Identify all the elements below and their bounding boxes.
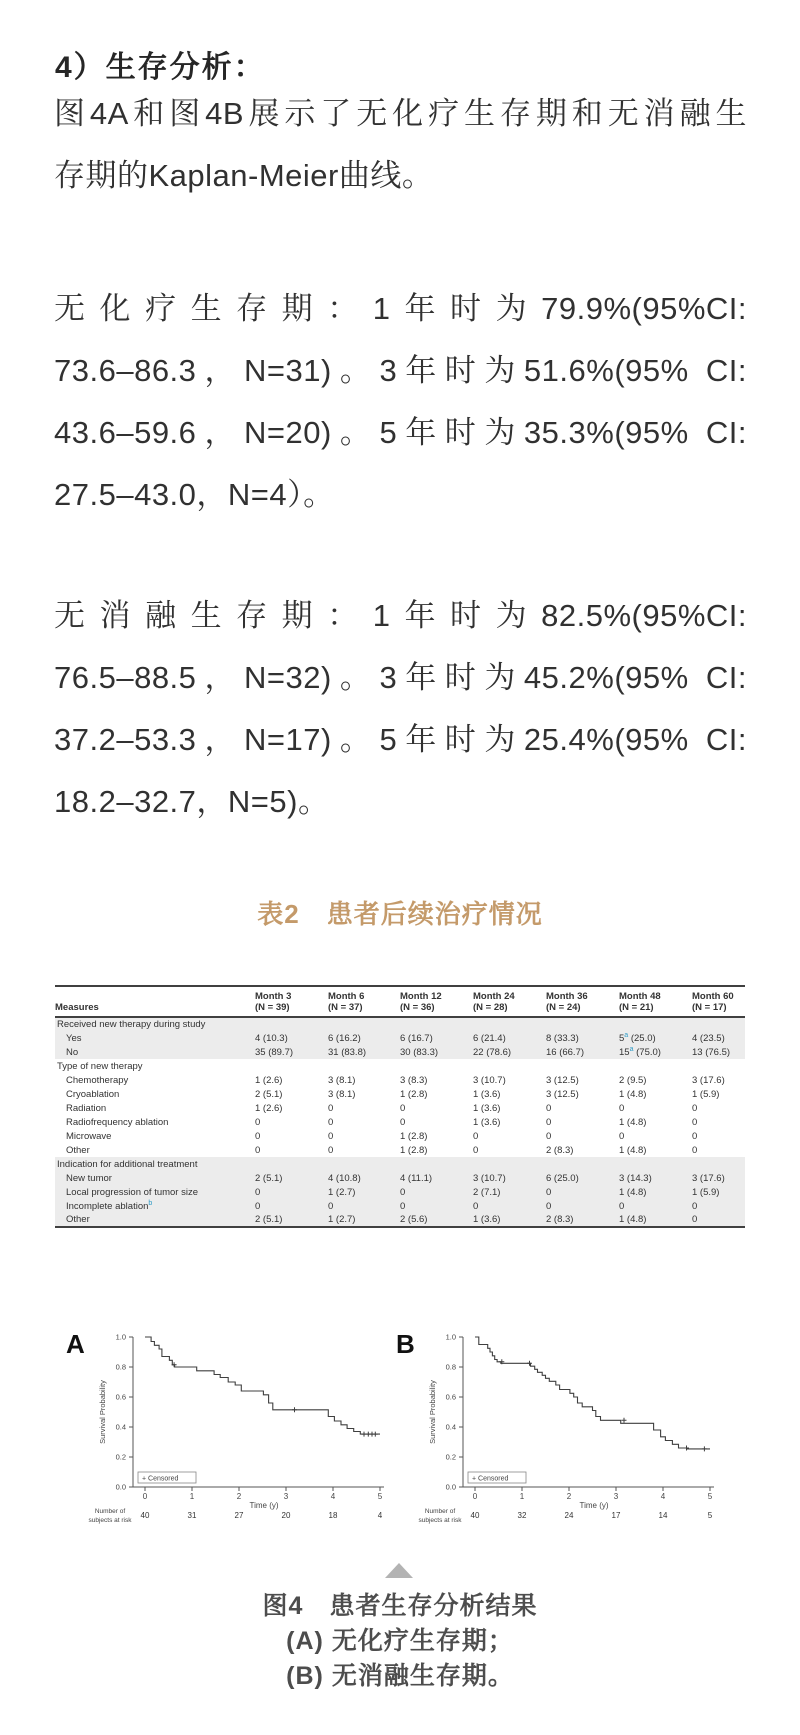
risk-count: 4	[377, 1511, 383, 1520]
text-line: 27.5–43.0，N=4）。	[54, 477, 335, 512]
risk-count: 20	[281, 1511, 291, 1520]
risk-count: 40	[140, 1511, 150, 1520]
censor-marks	[499, 1359, 707, 1451]
risk-count: 27	[234, 1511, 244, 1520]
y-tick-label: 0.0	[445, 1482, 456, 1492]
y-tick-label: 0.4	[115, 1422, 126, 1432]
column-header: Month 6 (N = 37)	[328, 986, 400, 1017]
text-line: 37.2–53.3，N=17)。5年时为25.4%(95% CI:	[54, 722, 747, 757]
table-row: Cryoablation 2 (5.1) 3 (8.1) 1 (2.8) 1 (3.6) 3 (12.5) 1 (4.8) 1 (5.9)	[66, 1088, 720, 1100]
km-curve	[145, 1337, 380, 1434]
risk-table-label: Number of	[94, 1508, 126, 1515]
km-figure	[0, 1316, 800, 1541]
km-plot-b	[377, 1316, 725, 1531]
y-tick-label: 0.8	[115, 1362, 126, 1372]
table-row: Local progression of tumor size 0 1 (2.7) 0 2 (7.1) 0 1 (4.8) 1 (5.9)	[55, 1185, 745, 1199]
risk-count: 14	[658, 1511, 668, 1520]
column-header: Month 3 (N = 39)	[255, 986, 328, 1017]
x-tick-label: 3	[283, 1492, 289, 1501]
table-body	[55, 1017, 745, 1227]
figure-caption-title: 图4 患者生存分析结果	[262, 1592, 538, 1620]
table-row: Radiation 1 (2.6) 0 0 1 (3.6) 0 0 0	[66, 1102, 698, 1114]
risk-table-label: subjects at risk	[88, 1517, 132, 1524]
table-row: No 35 (89.7) 31 (83.8) 30 (83.3) 22 (78.6) 16 (66.7) 15$^a$ (75.0) 13 (76.5)	[55, 1045, 745, 1059]
paragraph-chemotherapy-free-survival	[54, 278, 747, 526]
column-header: Month 12 (N = 36)	[400, 986, 473, 1017]
table-section-row: Received new therapy during study	[55, 1017, 745, 1031]
axes	[133, 1337, 384, 1487]
risk-table-label: subjects at risk	[418, 1517, 462, 1524]
risk-count: 17	[611, 1511, 621, 1520]
y-tick-label: 0.8	[445, 1362, 456, 1372]
y-tick-label: 1.0	[115, 1332, 126, 1342]
risk-count: 40	[470, 1511, 480, 1520]
x-axis-label: Time (y)	[249, 1501, 279, 1510]
km-curve	[475, 1337, 710, 1449]
panel-label: A	[66, 1329, 85, 1359]
text-line: 无化疗生存期：1年时为79.9%(95%CI:	[54, 291, 747, 326]
table-row: Yes 4 (10.3) 6 (16.2) 6 (16.7) 6 (21.4) 8 (33.3) 5$^a$ (25.0) 4 (23.5)	[55, 1031, 745, 1045]
risk-count: 18	[328, 1511, 338, 1520]
km-plot-a	[50, 1316, 395, 1531]
figure-caption-b: (B) 无消融生存期。	[286, 1662, 514, 1690]
table-head-row	[55, 986, 745, 1017]
x-tick-label: 5	[377, 1492, 383, 1501]
text-line: 43.6–59.6，N=20)。5年时为35.3%(95% CI:	[54, 415, 747, 450]
y-tick-label: 0.2	[445, 1452, 456, 1462]
column-header: Month 48 (N = 21)	[619, 986, 692, 1017]
risk-count: 5	[707, 1511, 713, 1520]
panel-label: B	[396, 1329, 415, 1359]
text-line: 存期的Kaplan-Meier曲线。	[54, 158, 434, 193]
column-header-measures: Measures	[55, 986, 255, 1017]
triangle-up-icon	[385, 1563, 413, 1578]
axes	[463, 1337, 714, 1487]
table-section-row: Indication for additional treatment	[55, 1157, 745, 1171]
table-row: Other 2 (5.1) 1 (2.7) 2 (5.6) 1 (3.6) 2 (8.3) 1 (4.8) 0	[55, 1213, 745, 1227]
x-tick-label: 3	[613, 1492, 619, 1501]
y-axis-label: Survival Probability	[428, 1380, 437, 1444]
followup-treatment-table	[55, 985, 745, 1228]
y-tick-label: 1.0	[445, 1332, 456, 1342]
x-axis-label: Time (y)	[579, 1501, 609, 1510]
column-header: Month 24 (N = 28)	[473, 986, 546, 1017]
x-tick-label: 4	[660, 1492, 666, 1501]
text-line: 76.5–88.5，N=32)。3年时为45.2%(95% CI:	[54, 660, 747, 695]
y-tick-label: 0.4	[445, 1422, 456, 1432]
km-panel-a	[50, 1316, 395, 1536]
text-line: 18.2–32.7，N=5)。	[54, 784, 330, 819]
risk-count: 32	[517, 1511, 527, 1520]
y-tick-label: 0.6	[115, 1392, 126, 1402]
km-panel-b	[377, 1316, 725, 1536]
x-tick-label: 4	[330, 1492, 336, 1501]
column-header: Month 60 (N = 17)	[692, 986, 745, 1017]
paragraph-ablation-free-survival	[54, 585, 747, 833]
table-row: Chemotherapy 1 (2.6) 3 (8.1) 3 (8.3) 3 (10.7) 3 (12.5) 2 (9.5) 3 (17.6)	[66, 1074, 725, 1086]
y-tick-label: 0.6	[445, 1392, 456, 1402]
y-axis-label: Survival Probability	[98, 1380, 107, 1444]
x-tick-label: 1	[519, 1492, 525, 1501]
text-line: 73.6–86.3，N=31)。3年时为51.6%(95% CI:	[54, 353, 747, 388]
x-tick-label: 2	[236, 1492, 242, 1501]
x-tick-label: 2	[566, 1492, 572, 1501]
paragraph-km-intro	[54, 83, 747, 207]
table-row: Radiofrequency ablation 0 0 0 1 (3.6) 0 1 (4.8) 0	[66, 1116, 698, 1128]
x-tick-label: 0	[142, 1492, 148, 1501]
table-section-row: Type of new therapy	[57, 1060, 143, 1072]
x-tick-label: 1	[189, 1492, 195, 1501]
legend-label: + Censored	[472, 1475, 509, 1483]
risk-table-label: Number of	[424, 1508, 456, 1515]
table-row: Microwave 0 0 1 (2.8) 0 0 0 0	[66, 1130, 698, 1142]
section-heading: 4）生存分析：	[55, 51, 266, 84]
x-tick-label: 0	[472, 1492, 478, 1501]
y-tick-label: 0.2	[115, 1452, 126, 1462]
text-line: 图4A和图4B展示了无化疗生存期和无消融生	[54, 96, 747, 131]
table-row: New tumor 2 (5.1) 4 (10.8) 4 (11.1) 3 (10.7) 6 (25.0) 3 (14.3) 3 (17.6)	[55, 1171, 745, 1185]
x-tick-label: 5	[707, 1492, 713, 1501]
risk-count: 24	[564, 1511, 574, 1520]
legend-label: + Censored	[142, 1475, 179, 1483]
risk-count: 31	[187, 1511, 197, 1520]
table-row: Incomplete ablation$^b$ 0 0 0 0 0 0 0	[55, 1199, 745, 1213]
table-title: 表2 患者后续治疗情况	[257, 899, 543, 929]
figure-caption-a: (A) 无化疗生存期；	[286, 1627, 514, 1655]
text-line: 无消融生存期：1年时为82.5%(95%CI:	[54, 598, 747, 633]
y-tick-label: 0.0	[115, 1482, 126, 1492]
table-row: Other 0 0 1 (2.8) 0 2 (8.3) 1 (4.8) 0	[66, 1144, 698, 1156]
column-header: Month 36 (N = 24)	[546, 986, 619, 1017]
